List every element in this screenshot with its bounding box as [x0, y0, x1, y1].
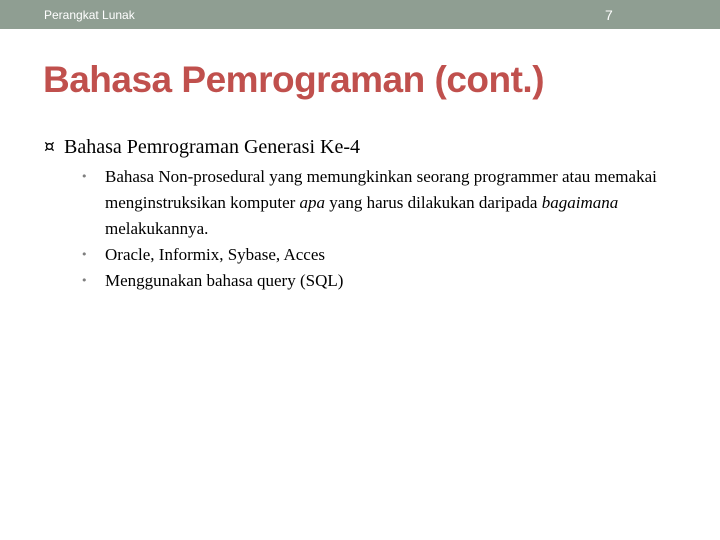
italic-segment: apa — [299, 193, 326, 212]
list-item-text: Oracle, Informix, Sybase, Acces — [105, 245, 325, 264]
list-item — [44, 268, 694, 294]
header-bar — [0, 0, 720, 29]
footer-text: Perangkat Lunak — [44, 8, 135, 22]
list-item — [44, 242, 694, 268]
slide-title: Bahasa Pemrograman (cont.) — [43, 59, 545, 100]
heading-bullet-icon: ¤ — [44, 137, 55, 157]
bullet-dot-icon: • — [81, 274, 88, 287]
text-segment: Bahasa Non-prosedural yang memungkinkan seorang programmer atau memakai menginstruksikan komputer — [105, 167, 657, 212]
text-segment: melakukannya. — [105, 219, 209, 238]
text-segment: yang harus dilakukan daripada — [325, 193, 542, 212]
heading-item — [44, 133, 694, 161]
italic-segment: bagaimana — [541, 193, 619, 212]
bullet-list — [44, 164, 694, 294]
slide-number: 7 — [605, 7, 613, 23]
list-item-text: Menggunakan bahasa query (SQL) — [105, 271, 344, 290]
list-item-text — [105, 164, 685, 242]
bullet-dot-icon: • — [81, 170, 88, 183]
slide-content — [44, 133, 694, 294]
bullet-dot-icon: • — [81, 248, 88, 261]
heading-text: Bahasa Pemrograman Generasi Ke-4 — [64, 136, 360, 158]
list-item — [44, 164, 694, 242]
